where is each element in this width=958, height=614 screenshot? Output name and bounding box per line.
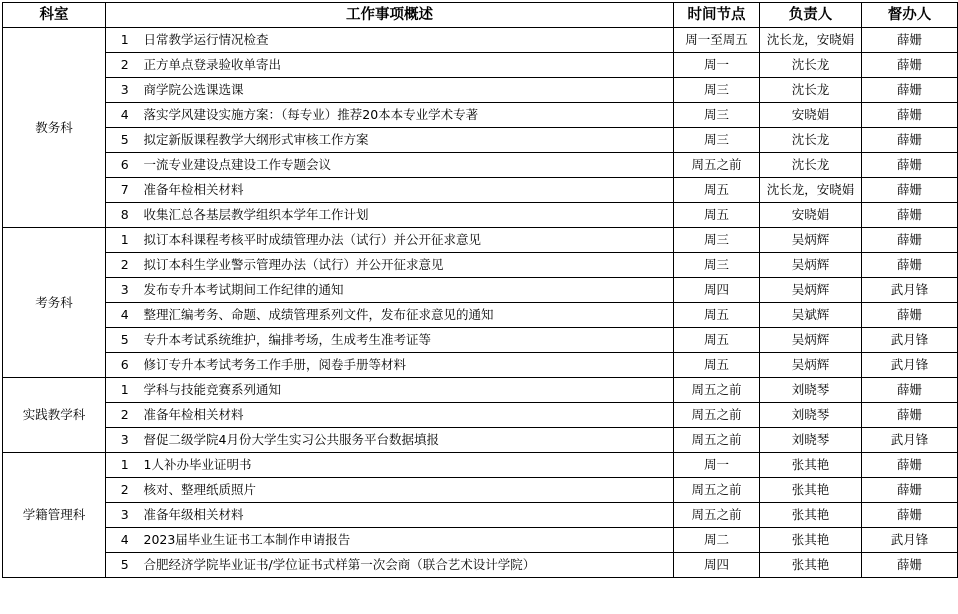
row-number: 6 <box>106 353 138 378</box>
table-body <box>3 28 958 578</box>
time-node: 周五之前 <box>674 153 760 178</box>
header-row <box>3 3 958 28</box>
time-node: 周五 <box>674 328 760 353</box>
owner-cell: 吴斌辉 <box>760 303 862 328</box>
task-description: 日常教学运行情况检查 <box>138 28 674 53</box>
task-description: 专升本考试系统维护，编排考场，生成考生准考证等 <box>138 328 674 353</box>
table-row <box>3 378 958 403</box>
owner-cell: 刘晓琴 <box>760 428 862 453</box>
owner-cell: 张其艳 <box>760 553 862 578</box>
row-number: 1 <box>106 378 138 403</box>
time-node: 周三 <box>674 78 760 103</box>
owner-cell: 吴炳辉 <box>760 228 862 253</box>
owner-cell: 吴炳辉 <box>760 278 862 303</box>
row-number: 1 <box>106 228 138 253</box>
owner-cell: 吴炳辉 <box>760 328 862 353</box>
table-row <box>3 128 958 153</box>
time-node: 周五之前 <box>674 478 760 503</box>
owner-cell: 沈长龙 <box>760 78 862 103</box>
table-row <box>3 278 958 303</box>
dept-cell: 教务科 <box>3 28 106 228</box>
row-number: 4 <box>106 103 138 128</box>
owner-cell: 吴炳辉 <box>760 253 862 278</box>
supervisor-cell: 薛姗 <box>862 178 958 203</box>
task-description: 正方单点登录验收单寄出 <box>138 53 674 78</box>
supervisor-cell: 薛姗 <box>862 153 958 178</box>
time-node: 周三 <box>674 228 760 253</box>
supervisor-cell: 薛姗 <box>862 553 958 578</box>
owner-cell: 沈长龙 <box>760 128 862 153</box>
row-number: 3 <box>106 503 138 528</box>
task-description: 商学院公选课选课 <box>138 78 674 103</box>
time-node: 周五 <box>674 303 760 328</box>
supervisor-cell: 武月锋 <box>862 353 958 378</box>
supervisor-cell: 武月锋 <box>862 278 958 303</box>
table-row <box>3 228 958 253</box>
row-number: 3 <box>106 428 138 453</box>
owner-cell: 张其艳 <box>760 478 862 503</box>
table-row <box>3 178 958 203</box>
row-number: 4 <box>106 528 138 553</box>
header-owner: 负责人 <box>760 3 862 28</box>
table-row <box>3 328 958 353</box>
owner-cell: 安晓娟 <box>760 103 862 128</box>
owner-cell: 沈长龙，安晓娟 <box>760 28 862 53</box>
time-node: 周一 <box>674 453 760 478</box>
row-number: 1 <box>106 28 138 53</box>
table-row <box>3 203 958 228</box>
table-row <box>3 553 958 578</box>
table-row <box>3 428 958 453</box>
time-node: 周五 <box>674 178 760 203</box>
table-row <box>3 103 958 128</box>
time-node: 周二 <box>674 528 760 553</box>
row-number: 8 <box>106 203 138 228</box>
owner-cell: 刘晓琴 <box>760 403 862 428</box>
time-node: 周三 <box>674 253 760 278</box>
time-node: 周五之前 <box>674 378 760 403</box>
header-task: 工作事项概述 <box>106 3 674 28</box>
row-number: 3 <box>106 78 138 103</box>
table-row <box>3 253 958 278</box>
time-node: 周四 <box>674 278 760 303</box>
owner-cell: 张其艳 <box>760 503 862 528</box>
owner-cell: 沈长龙 <box>760 153 862 178</box>
task-description: 拟订本科课程考核平时成绩管理办法（试行）并公开征求意见 <box>138 228 674 253</box>
owner-cell: 刘晓琴 <box>760 378 862 403</box>
task-description: 收集汇总各基层教学组织本学年工作计划 <box>138 203 674 228</box>
row-number: 2 <box>106 478 138 503</box>
row-number: 2 <box>106 253 138 278</box>
table-row <box>3 503 958 528</box>
row-number: 1 <box>106 453 138 478</box>
row-number: 3 <box>106 278 138 303</box>
table-row <box>3 78 958 103</box>
time-node: 周五 <box>674 203 760 228</box>
table-row <box>3 28 958 53</box>
time-node: 周三 <box>674 103 760 128</box>
dept-cell: 考务科 <box>3 228 106 378</box>
supervisor-cell: 薛姗 <box>862 378 958 403</box>
task-description: 拟定新版课程教学大纲形式审核工作方案 <box>138 128 674 153</box>
time-node: 周五 <box>674 353 760 378</box>
supervisor-cell: 武月锋 <box>862 328 958 353</box>
task-description: 准备年检相关材料 <box>138 403 674 428</box>
row-number: 2 <box>106 53 138 78</box>
row-number: 5 <box>106 328 138 353</box>
time-node: 周五之前 <box>674 403 760 428</box>
supervisor-cell: 薛姗 <box>862 53 958 78</box>
owner-cell: 张其艳 <box>760 528 862 553</box>
supervisor-cell: 薛姗 <box>862 103 958 128</box>
task-description: 整理汇编考务、命题、成绩管理系列文件，发布征求意见的通知 <box>138 303 674 328</box>
time-node: 周一至周五 <box>674 28 760 53</box>
task-description: 学科与技能竞赛系列通知 <box>138 378 674 403</box>
supervisor-cell: 薛姗 <box>862 303 958 328</box>
row-number: 2 <box>106 403 138 428</box>
supervisor-cell: 武月锋 <box>862 528 958 553</box>
task-description: 发布专升本考试期间工作纪律的通知 <box>138 278 674 303</box>
supervisor-cell: 薛姗 <box>862 503 958 528</box>
task-description: 一流专业建设点建设工作专题会议 <box>138 153 674 178</box>
supervisor-cell: 薛姗 <box>862 228 958 253</box>
task-description: 拟订本科生学业警示管理办法（试行）并公开征求意见 <box>138 253 674 278</box>
row-number: 4 <box>106 303 138 328</box>
time-node: 周一 <box>674 53 760 78</box>
work-schedule-table <box>2 2 958 578</box>
owner-cell: 吴炳辉 <box>760 353 862 378</box>
row-number: 5 <box>106 553 138 578</box>
task-description: 落实学风建设实施方案：（每专业）推荐20本本专业学术专著 <box>138 103 674 128</box>
task-description: 2023届毕业生证书工本制作申请报告 <box>138 528 674 553</box>
table-row <box>3 153 958 178</box>
time-node: 周五之前 <box>674 428 760 453</box>
supervisor-cell: 薛姗 <box>862 253 958 278</box>
supervisor-cell: 薛姗 <box>862 453 958 478</box>
dept-cell: 学籍管理科 <box>3 453 106 578</box>
header-dept: 科室 <box>3 3 106 28</box>
task-description: 督促二级学院4月份大学生实习公共服务平台数据填报 <box>138 428 674 453</box>
time-node: 周四 <box>674 553 760 578</box>
dept-cell: 实践教学科 <box>3 378 106 453</box>
supervisor-cell: 薛姗 <box>862 128 958 153</box>
time-node: 周五之前 <box>674 503 760 528</box>
supervisor-cell: 薛姗 <box>862 403 958 428</box>
header-supervisor: 督办人 <box>862 3 958 28</box>
supervisor-cell: 薛姗 <box>862 28 958 53</box>
table-row <box>3 528 958 553</box>
supervisor-cell: 薛姗 <box>862 203 958 228</box>
row-number: 5 <box>106 128 138 153</box>
task-description: 修订专升本考试考务工作手册，阅卷手册等材料 <box>138 353 674 378</box>
table-row <box>3 403 958 428</box>
owner-cell: 沈长龙 <box>760 53 862 78</box>
owner-cell: 安晓娟 <box>760 203 862 228</box>
table-row <box>3 478 958 503</box>
header-time: 时间节点 <box>674 3 760 28</box>
owner-cell: 沈长龙，安晓娟 <box>760 178 862 203</box>
table-row <box>3 303 958 328</box>
time-node: 周三 <box>674 128 760 153</box>
table-row <box>3 353 958 378</box>
owner-cell: 张其艳 <box>760 453 862 478</box>
task-description: 准备年级相关材料 <box>138 503 674 528</box>
supervisor-cell: 薛姗 <box>862 78 958 103</box>
table-row <box>3 53 958 78</box>
table-row <box>3 453 958 478</box>
supervisor-cell: 武月锋 <box>862 428 958 453</box>
row-number: 6 <box>106 153 138 178</box>
task-description: 1人补办毕业证明书 <box>138 453 674 478</box>
task-description: 准备年检相关材料 <box>138 178 674 203</box>
task-description: 核对、整理纸质照片 <box>138 478 674 503</box>
row-number: 7 <box>106 178 138 203</box>
supervisor-cell: 薛姗 <box>862 478 958 503</box>
task-description: 合肥经济学院毕业证书/学位证书式样第一次会商（联合艺术设计学院） <box>138 553 674 578</box>
